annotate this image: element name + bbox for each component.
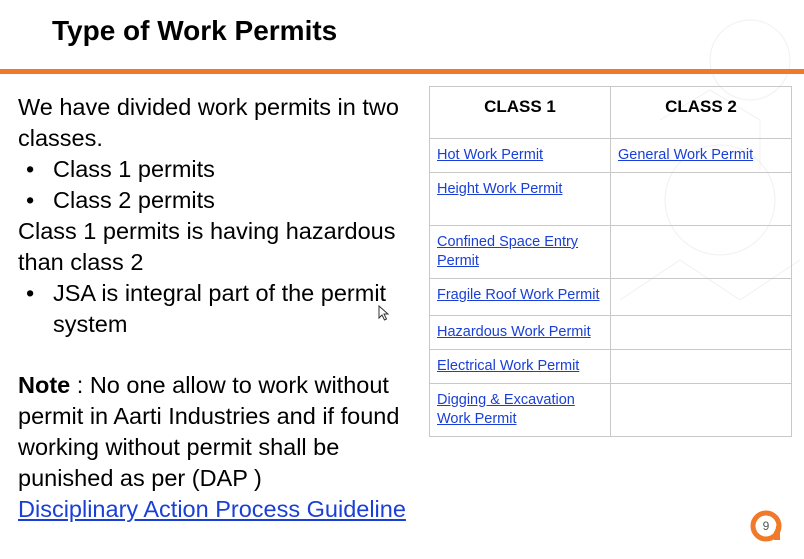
jsa-list — [18, 278, 418, 340]
table-cell — [430, 316, 611, 350]
list-item: • Class 1 permits — [53, 154, 418, 185]
table-row — [430, 279, 792, 316]
table-row — [430, 139, 792, 173]
page-number-badge — [750, 510, 786, 546]
column-header-class-1: CLASS 1 — [430, 87, 611, 139]
note-label: Note — [18, 372, 71, 398]
column-header-class-2: CLASS 2 — [611, 87, 792, 139]
list-item: • Class 2 permits — [53, 185, 418, 216]
table-cell — [611, 226, 792, 279]
note-paragraph — [18, 370, 418, 494]
table-cell — [430, 173, 611, 226]
general-work-permit-link[interactable]: General Work Permit — [618, 147, 754, 163]
hot-work-permit-link[interactable]: Hot Work Permit — [437, 147, 544, 163]
fragile-roof-permit-link[interactable]: Fragile Roof Work Permit — [437, 287, 600, 303]
note-text: : No one allow to work without permit in Aarti Industries and if found working without permit shall be punished as per (DAP ) — [18, 372, 400, 491]
table-row — [430, 384, 792, 437]
list-item: • JSA is integral part of the permit system — [53, 278, 418, 340]
table-row — [430, 316, 792, 350]
table-row — [430, 226, 792, 279]
body-text — [18, 92, 418, 525]
electrical-work-permit-link[interactable]: Electrical Work Permit — [437, 358, 580, 374]
table-row — [430, 173, 792, 226]
dap-guideline-link[interactable]: Disciplinary Action Process Guideline — [18, 496, 406, 522]
table-cell — [611, 316, 792, 350]
table-cell — [611, 384, 792, 437]
mouse-cursor-icon — [378, 305, 390, 321]
height-work-permit-link[interactable]: Height Work Permit — [437, 181, 563, 197]
table-cell — [611, 279, 792, 316]
comparison-text: Class 1 permits is having hazardous than class 2 — [18, 218, 396, 275]
page-number: 9 — [762, 519, 770, 533]
title-divider — [0, 69, 804, 74]
hazardous-work-permit-link[interactable]: Hazardous Work Permit — [437, 324, 591, 340]
permits-table — [429, 86, 792, 437]
table-row — [430, 350, 792, 384]
intro-text: We have divided work permits in two classes. — [18, 94, 399, 151]
table-cell — [430, 226, 611, 279]
table-cell — [611, 173, 792, 226]
table-cell — [611, 350, 792, 384]
table-header-row — [430, 87, 792, 139]
table-cell — [611, 139, 792, 173]
table-cell — [430, 139, 611, 173]
digging-excavation-permit-link[interactable]: Digging & Excavation Work Permit — [437, 392, 575, 427]
page-title: Type of Work Permits — [52, 15, 338, 46]
table-cell — [430, 279, 611, 316]
table-cell — [430, 350, 611, 384]
confined-space-permit-link[interactable]: Confined Space Entry Permit — [437, 234, 579, 269]
class-list — [18, 154, 418, 216]
table-cell — [430, 384, 611, 437]
